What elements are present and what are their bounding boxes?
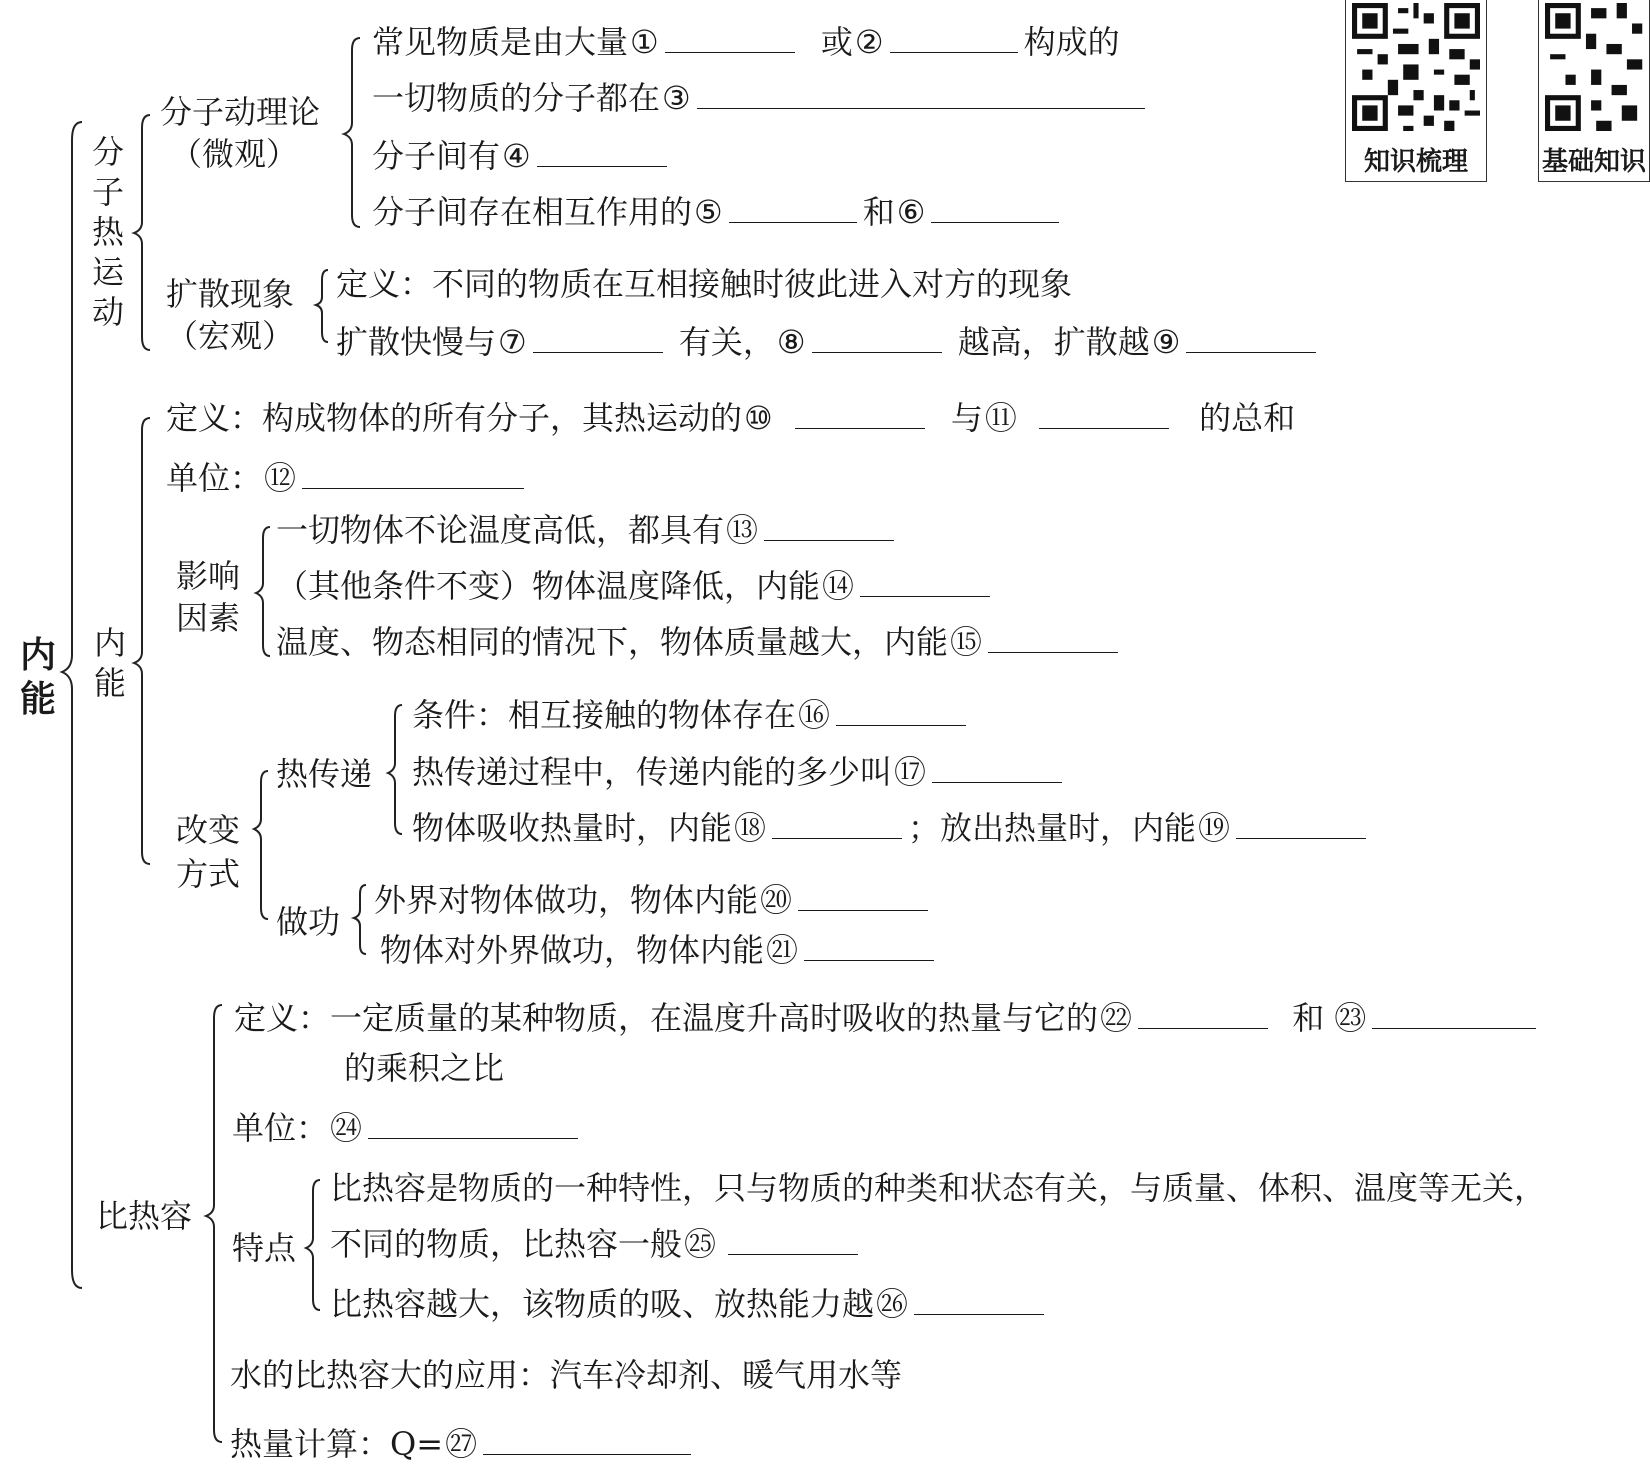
answer-blank-17[interactable] [932,752,1062,783]
ie-def-text-c: 的总和 [1199,399,1296,437]
sh-def-text-a: 定义：一定质量的某种物质，在温度升高时吸收的热量与它的 [234,999,1099,1037]
answer-blank-9[interactable] [1186,322,1316,353]
specific-heat-unit [232,1108,584,1148]
blank-number-12: ⑫ [264,459,297,497]
change-methods-title: 改变方式 [176,811,241,893]
blank-number-24: ㉔ [330,1109,363,1147]
internal-energy-definition [166,398,1295,438]
answer-blank-19[interactable] [1236,808,1366,839]
work-line-1-text: 外界对物体做功，物体内能 [374,881,759,919]
heat-line-2-text: 热传递过程中，传递内能的多少叫 [412,753,893,791]
blank-number-18: ⑱ [734,809,767,847]
work-title: 做功 [276,903,341,941]
feature-line-3 [330,1284,1050,1324]
heat-line-3-text-a: 物体吸收热量时，内能 [412,809,733,847]
heat-calculation [230,1424,697,1464]
theory-subtitle: （微观） [170,135,299,173]
work-line-2-text: 物体对外界做功，物体内能 [380,931,765,969]
factors-line-1 [276,510,900,550]
qr-basic-knowledge[interactable] [1538,0,1650,182]
blank-number-20: ⑳ [760,881,793,919]
heat-line-1-text: 条件：相互接触的物体存在 [412,696,797,734]
answer-blank-13[interactable] [764,510,894,541]
qr-code-icon [1352,3,1480,131]
blank-number-16: ⑯ [798,696,831,734]
blank-number-5: ⑤ [694,193,723,231]
factors-line-2-text: （其他条件不变）物体温度降低，内能 [276,567,821,605]
qr-caption-basic: 基础知识 [1541,147,1646,177]
heat-transfer-title: 热传递 [276,755,373,793]
answer-blank-24[interactable] [368,1108,578,1139]
feature-line-3-text: 比热容越大，该物质的吸、放热能力越 [330,1285,875,1323]
blank-number-27: ㉗ [445,1425,478,1463]
answer-blank-10[interactable] [795,398,925,429]
water-application: 水的比热容大的应用：汽车冷却剂、暖气用水等 [230,1356,903,1394]
blank-number-23: ㉓ [1334,999,1367,1037]
blank-number-11: ⑪ [984,399,1017,437]
answer-blank-18[interactable] [772,808,902,839]
sh-unit-label: 单位： [232,1109,329,1147]
section-internal-energy-title: 内能 [93,624,126,702]
answer-blank-15[interactable] [988,622,1118,653]
blank-number-2: ② [854,23,884,61]
specific-heat-definition [234,998,1542,1038]
theory-line-1-text-a: 常见物质是由大量 [372,23,629,61]
blank-number-6: ⑥ [896,193,926,231]
blank-number-25: ㉕ [684,1225,717,1263]
blank-number-8: ⑧ [776,323,806,361]
theory-line-3-text: 分子间有 [372,137,501,175]
feature-line-2 [330,1224,864,1264]
blank-number-7: ⑦ [498,323,527,361]
theory-line-4-text-a: 分子间存在相互作用的 [372,193,693,231]
theory-line-1-text-b: 或 [820,23,853,61]
feature-line-1: 比热容是物质的一种特性，只与物质的种类和状态有关，与质量、体积、温度等无关， [330,1169,1547,1207]
answer-blank-6[interactable] [931,192,1059,223]
diffusion-definition: 定义：不同的物质在互相接触时彼此进入对方的现象 [336,265,1073,303]
heat-transfer-line-1 [412,695,972,735]
answer-blank-1[interactable] [665,22,795,53]
blank-number-22: ㉒ [1100,999,1133,1037]
sh-def-text-b: 和 [1292,999,1325,1037]
blank-number-21: ㉑ [766,931,799,969]
answer-blank-14[interactable] [860,566,990,597]
specific-heat-definition-cont: 的乘积之比 [344,1049,505,1087]
blank-number-13: ⑬ [726,511,759,549]
heat-transfer-line-2 [412,752,1068,792]
diffusion-line-2-text-b: 有关， [678,323,775,361]
answer-blank-4[interactable] [537,136,667,167]
answer-blank-25[interactable] [728,1224,858,1255]
answer-blank-8[interactable] [812,322,942,353]
diffusion-line-2 [336,322,1322,362]
feature-title: 特点 [232,1229,297,1267]
factors-line-1-text: 一切物体不论温度高低，都具有 [276,511,725,549]
heat-line-3-text-b: ；放出热量时，内能 [908,809,1197,847]
answer-blank-2[interactable] [890,22,1018,53]
answer-blank-20[interactable] [798,880,928,911]
blank-number-14: ⑭ [822,567,855,605]
answer-blank-26[interactable] [914,1284,1044,1315]
blank-number-26: ㉖ [876,1285,909,1323]
work-line-1 [374,880,934,920]
work-line-2 [380,930,940,970]
answer-blank-16[interactable] [836,695,966,726]
answer-blank-5[interactable] [729,192,857,223]
theory-line-1-text-c: 构成的 [1023,23,1120,61]
ie-def-text-a: 定义：构成物体的所有分子，其热运动的 [166,399,743,437]
answer-blank-3[interactable] [697,78,1145,109]
answer-blank-22[interactable] [1138,998,1268,1029]
heat-transfer-line-3 [412,808,1372,848]
blank-number-15: ⑮ [950,623,983,661]
diffusion-subtitle: （宏观） [166,317,295,355]
factors-line-3 [276,622,1124,662]
qr-knowledge-summary[interactable] [1345,0,1487,182]
root-title: 内能 [19,634,56,720]
section-molecular-motion-title: 分子热运动 [91,133,124,331]
answer-blank-7[interactable] [533,322,663,353]
answer-blank-27[interactable] [483,1424,691,1455]
diffusion-title: 扩散现象 [166,275,295,313]
blank-number-4: ④ [502,137,531,175]
theory-line-1 [372,22,1120,62]
factors-line-3-text: 温度、物态相同的情况下，物体质量越大，内能 [276,623,949,661]
theory-line-2-text: 一切物质的分子都在 [372,79,661,117]
theory-line-2 [372,78,1151,118]
answer-blank-21[interactable] [804,930,934,961]
theory-line-4 [372,192,1065,232]
ie-def-text-b: 与 [950,399,983,437]
theory-title: 分子动理论 [160,93,321,131]
qr-code-icon [1545,3,1642,131]
theory-line-4-text-b: 和 [862,193,895,231]
qr-caption-knowledge: 知识梳理 [1363,147,1468,177]
answer-blank-12[interactable] [302,458,524,489]
factors-title: 影响因素 [176,557,241,637]
answer-blank-11[interactable] [1039,398,1169,429]
blank-number-1: ① [630,23,659,61]
internal-energy-unit [166,458,530,498]
blank-number-17: ⑰ [894,753,927,791]
factors-line-2 [276,566,996,606]
ie-unit-label: 单位： [166,459,263,497]
section-specific-heat-title: 比热容 [96,1197,193,1235]
diffusion-line-2-text-c: 越高，扩散越 [957,323,1150,361]
blank-number-9: ⑨ [1151,323,1181,361]
diffusion-line-2-text-a: 扩散快慢与 [336,323,497,361]
blank-number-3: ③ [662,79,691,117]
theory-line-3 [372,136,673,176]
answer-blank-23[interactable] [1372,998,1536,1029]
blank-number-19: ⑲ [1198,809,1231,847]
feature-line-2-text: 不同的物质，比热容一般 [330,1225,683,1263]
heat-calc-label: 热量计算：Q= [230,1425,444,1463]
blank-number-10: ⑩ [744,399,773,437]
